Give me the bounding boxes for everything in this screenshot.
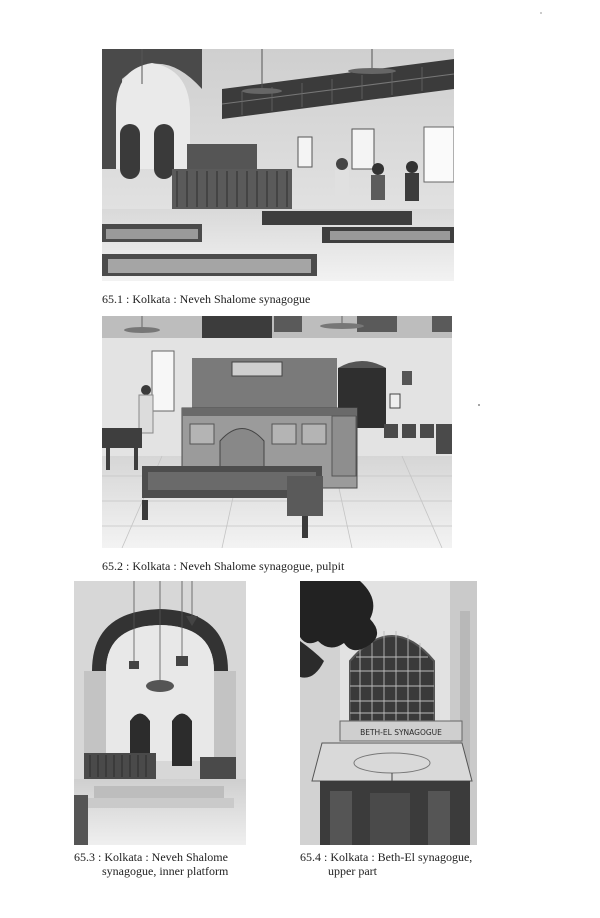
photo-beth-el-upper-part — [300, 581, 477, 845]
caption-65-3 — [74, 850, 228, 878]
photo-65-2-drawing — [102, 316, 452, 548]
caption-65-1: 65.1 : Kolkata : Neveh Shalome synagogue — [102, 292, 311, 306]
scan-speck — [478, 404, 480, 406]
beth-el-signboard: BETH-EL SYNAGOGUE — [360, 728, 442, 737]
caption-65-3-line1: 65.3 : Kolkata : Neveh Shalome — [74, 850, 228, 864]
caption-65-3-line2: synagogue, inner platform — [102, 864, 229, 878]
caption-65-2: 65.2 : Kolkata : Neveh Shalome synagogue, pulpit — [102, 559, 345, 573]
scan-speck — [540, 12, 542, 14]
photo-neveh-shalome-pulpit — [102, 316, 452, 548]
photo-65-1-drawing — [102, 49, 454, 281]
photo-neveh-shalome-inner-platform — [74, 581, 246, 845]
caption-65-4-line1: 65.4 : Kolkata : Beth-El synagogue, — [300, 850, 473, 864]
photo-65-4-drawing — [300, 581, 477, 845]
photo-65-3-drawing — [74, 581, 246, 845]
caption-65-4-line2: upper part — [328, 864, 377, 878]
photo-neveh-shalome-interior — [102, 49, 454, 281]
caption-65-4 — [300, 850, 472, 878]
